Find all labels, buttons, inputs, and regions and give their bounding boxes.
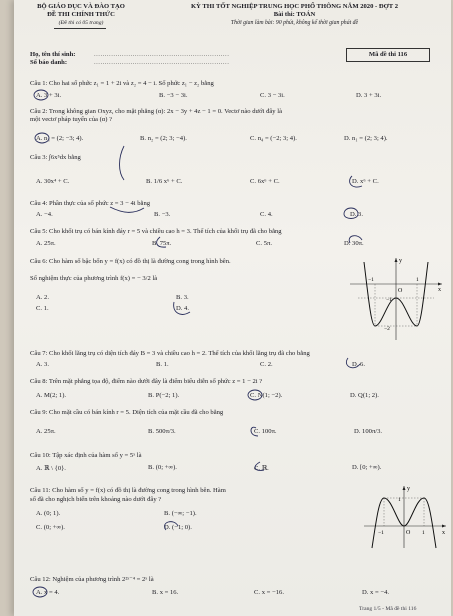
candidate-id-label: Số báo danh:: [30, 59, 68, 66]
exam-subject: Bài thi: TOÁN: [273, 11, 316, 18]
q3-answer-mark: [350, 176, 362, 187]
q6-stem-cont: Số nghiệm thực của phương trình f(x) = − 3/2 là: [30, 275, 158, 282]
q10-answer-mark: [255, 462, 264, 470]
q2-option-c: C. n₄ = (−2; 3; 4).: [250, 135, 297, 142]
q11-answer-mark: [165, 522, 178, 530]
q12-answer-circle: [33, 587, 47, 597]
q5-option-b: B. 75π.: [152, 240, 172, 247]
q2-option-a: A. n₃ = (2; −3; 4).: [36, 135, 84, 142]
q2-option-d: D. n₁ = (2; 3; 4).: [344, 135, 388, 142]
q5-stem: Câu 5: Cho khối trụ có bán kính đáy r = 5 và chiều cao h = 3. Thể tích của khối trụ đã cho bằng: [30, 228, 282, 235]
q8-option-a: A. M(2; 1).: [36, 392, 67, 399]
q4-option-a: A. −4.: [36, 211, 53, 218]
q6-option-c: C. 1.: [36, 305, 49, 312]
q5-option-a: A. 25π.: [36, 240, 56, 247]
page-footer: Trang 1/5 - Mã đề thi 116: [359, 606, 417, 612]
candidate-name-label: Họ, tên thí sinh:: [30, 51, 76, 58]
q2-answer-circle: [35, 133, 49, 143]
official-exam-label: ĐỀ THI CHÍNH THỨC: [47, 11, 115, 18]
page-count: (Đề thi có 05 trang): [58, 20, 104, 26]
q6-answer-mark: [174, 302, 190, 314]
q8-option-d: D. Q(1; 2).: [350, 392, 379, 399]
q4-stem: Câu 4: Phần thực của số phức z = 3 − 4i bằng: [30, 200, 151, 207]
exam-page: [14, 0, 451, 616]
q9-option-c: C. 100π.: [254, 428, 277, 435]
q11-stem: Câu 11: Cho hàm số y = f(x) có đồ thị là đường cong trong hình bên. Hàm: [30, 487, 226, 494]
q12-option-d: D. x = −4.: [362, 589, 390, 596]
q4-option-d: D. 3.: [350, 211, 364, 218]
q10-stem: Câu 10: Tập xác định của hàm số y = 5ˣ là: [30, 452, 142, 459]
q5-answer-mark: [157, 237, 166, 247]
q4-answer-circle: [344, 208, 358, 219]
q2-option-b: B. n₂ = (2; 3; −4).: [140, 135, 187, 142]
q6-tick-1: 1: [416, 277, 419, 283]
q3-stem: Câu 3: ∫6x⁵dx bằng: [30, 154, 81, 161]
q7-option-a: A. 3.: [36, 361, 50, 368]
q11-x-label: x: [442, 530, 445, 536]
q12-stem: Câu 12: Nghiệm của phương trình 2²ˣ⁻⁴ = 2ˣ là: [30, 576, 154, 583]
q9-option-d: D. 100π/3.: [354, 428, 383, 435]
q7-stem: Câu 7: Cho khối lăng trụ có diện tích đáy B = 3 và chiều cao h = 2. Thể tích của khối lăng trụ đã cho bằng: [30, 350, 310, 357]
q5-option-d: D. 30π.: [344, 240, 364, 247]
q11-option-c: C. (0; +∞).: [36, 524, 65, 531]
q12-option-c: C. x = −16.: [254, 589, 284, 596]
q6-tick-neg1: −1: [368, 277, 374, 283]
q10-option-c: C. ℝ.: [254, 465, 269, 472]
q6-tick-ym2: −2: [384, 326, 390, 332]
q8-stem: Câu 8: Trên mặt phẳng tọa độ, điểm nào dưới đây là điểm biểu diễn số phức z = 1 − 2i ?: [30, 378, 263, 385]
q6-option-b: B. 3.: [176, 294, 189, 301]
q3-option-d: D. x⁶ + C.: [352, 178, 379, 185]
q4-option-c: C. 4.: [260, 211, 273, 218]
q7-answer-mark: [346, 358, 360, 368]
q6-y-label: y: [399, 258, 402, 264]
q8-option-b: B. P(−2; 1).: [148, 392, 180, 399]
q6-stem: Câu 6: Cho hàm số bậc bốn y = f(x) có đồ thị là đường cong trong hình bên.: [30, 258, 231, 265]
q10-option-d: D. [0; +∞).: [352, 464, 382, 471]
q11-stem-cont: số đã cho nghịch biến trên khoảng nào dưới đây ?: [30, 496, 162, 503]
q3-integral-mark: [120, 146, 125, 180]
q8-answer-circle: [248, 390, 262, 400]
q6-tick-ym1: −1: [386, 297, 392, 303]
ministry-name: BỘ GIÁO DỤC VÀ ĐÀO TẠO: [37, 3, 125, 10]
q11-y-label: y: [407, 486, 410, 492]
q10-option-a: A. ℝ \ {0}.: [36, 465, 66, 472]
q5-option-c: C. 5π.: [256, 240, 272, 247]
q3-option-b: B. 1/6 x⁶ + C.: [146, 178, 183, 185]
q1-option-b: B. −3 − 3i.: [159, 92, 188, 99]
q1-option-a: A. 3 + 3i.: [36, 92, 62, 99]
q7-option-c: C. 2.: [260, 361, 273, 368]
q1-answer-circle: [34, 90, 48, 100]
q4-option-b: B. −3.: [154, 211, 171, 218]
exam-title: KỲ THI TỐT NGHIỆP TRUNG HỌC PHỔ THÔNG NĂM 2020 - ĐỢT 2: [190, 3, 398, 10]
q11-tick-x1: 1: [422, 530, 425, 536]
q9-option-b: B. 500π/3.: [148, 428, 176, 435]
q9-answer-mark: [251, 427, 258, 436]
q11-option-b: B. (−∞; −1).: [164, 510, 197, 517]
q11-option-d: D. (−1; 0).: [164, 524, 192, 531]
candidate-name-dots: ...............................................................: [94, 51, 230, 58]
q2-stem-cont: một vectơ pháp tuyến của (α) ?: [30, 116, 113, 123]
candidate-id-dots: ...............................................................: [94, 59, 230, 66]
q11-tick-y1: 1: [398, 497, 401, 503]
q11-tick-neg1: −1: [378, 530, 384, 536]
q6-option-d: D. 4.: [176, 305, 190, 312]
q1-option-c: C. 3 − 3i.: [260, 92, 285, 99]
q3-option-c: C. 6x⁶ + C.: [250, 178, 280, 185]
q12-option-b: B. x = 16.: [152, 589, 179, 596]
q7-option-b: B. 1.: [156, 361, 169, 368]
q9-option-a: A. 25π.: [36, 428, 56, 435]
q10-option-b: B. (0; +∞).: [148, 464, 177, 471]
q9-stem: Câu 9: Cho mặt cầu có bán kính r = 5. Diện tích của mặt cầu đã cho bằng: [30, 409, 224, 416]
q1-option-d: D. 3 + 3i.: [356, 92, 382, 99]
q4-underline-mark: [110, 207, 144, 212]
q2-stem: Câu 2: Trong không gian Oxyz, cho mặt phẳng (α): 2x − 3y + 4z − 1 = 0. Vectơ nào dưới đây là: [30, 108, 282, 115]
q1-stem: Câu 1: Cho hai số phức z₁ = 1 + 2i và z₂ = 4 − i. Số phức z₁ − z₂ bằng: [30, 80, 214, 87]
q3-option-a: A. 30x⁴ + C.: [36, 178, 70, 185]
pen-annotations: [14, 0, 451, 616]
q8-option-c: C. N(1; −2).: [250, 392, 283, 399]
exam-code-box: Mã đề thi 116: [346, 48, 430, 62]
q7-option-d: D. 6.: [352, 361, 366, 368]
exam-time: Thời gian làm bài: 90 phút, không kể thời gian phát đề: [230, 20, 359, 26]
q11-option-a: A. (0; 1).: [36, 510, 61, 517]
q6-x-label: x: [438, 287, 441, 293]
q6-origin-label: O: [398, 288, 403, 294]
q6-option-a: A. 2.: [36, 294, 50, 301]
q5-stroke-mark: [349, 236, 362, 243]
q11-origin-label: O: [406, 530, 411, 536]
q12-option-a: A. x = 4.: [36, 589, 60, 596]
